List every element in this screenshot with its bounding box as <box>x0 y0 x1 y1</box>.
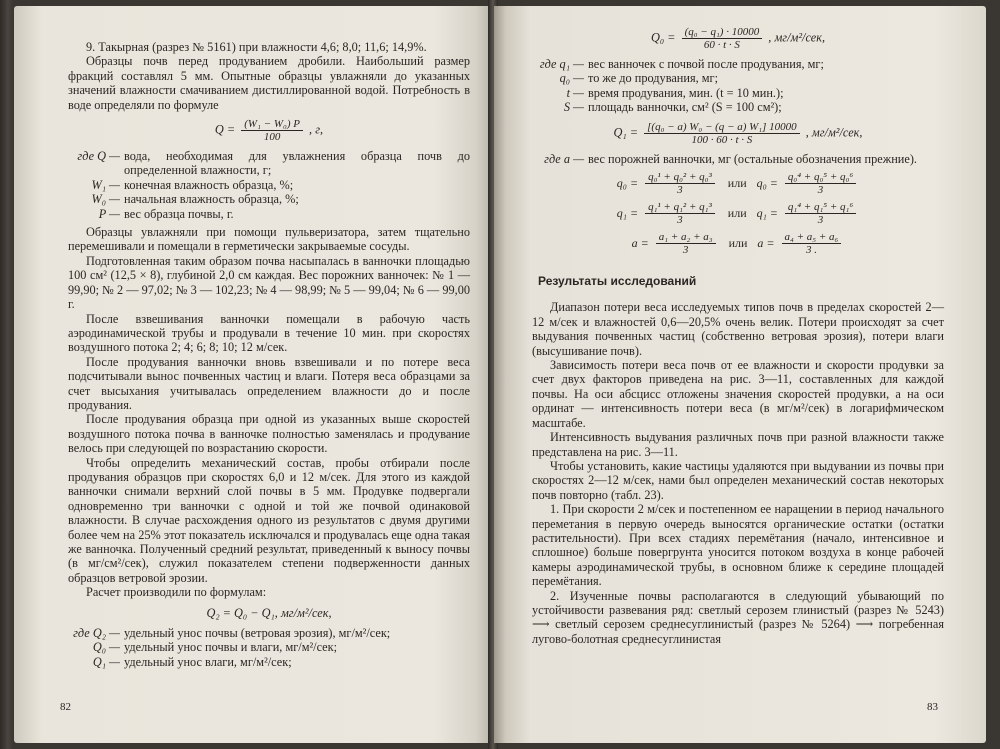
description: удельный унос почвы и влаги, мг/м²/сек; <box>124 640 338 655</box>
symbol: t — <box>566 85 584 100</box>
formula-q1 <box>532 121 944 146</box>
description: вес ванночек с почвой после продувания, мг; <box>588 57 824 71</box>
formula-q <box>68 118 470 143</box>
description: удельный унос почвы (ветровая эрозия), мг/м²/сек; <box>124 626 391 641</box>
or-word: или <box>727 176 747 191</box>
average-formula <box>532 231 944 256</box>
paragraph: Образцы почв перед продуванием дробили. Наибольший размер фракций составлял 5 мм. Опытные образцы увлажняли до указанных значений влажности смачиванием дистиллированной водой. Потребность в воде определяли по формуле <box>68 54 470 112</box>
formula-tail: , г, <box>309 122 324 137</box>
symbol: где Q — <box>77 149 120 164</box>
fraction <box>241 118 303 143</box>
description: вода, необходимая для увлажнения образца почв до определенной влажности, г; <box>124 149 470 178</box>
definition-row <box>68 207 470 221</box>
denominator: 3 <box>817 184 824 197</box>
formula-lhs: q₀ = <box>616 176 639 191</box>
definition-row <box>68 178 470 192</box>
definition-row <box>68 640 470 654</box>
formula-lhs: Q = <box>214 122 236 137</box>
description: начальная влажность образца, %; <box>124 192 299 207</box>
numerator: [(q₀ − a) W₀ − (q − a) W₁] 10000 <box>644 121 800 134</box>
symbol: q₀ — <box>559 71 584 86</box>
denominator: 100 <box>263 131 281 144</box>
description: вес образца почвы, г. <box>124 206 234 221</box>
definition-list <box>68 626 470 669</box>
numerator: q₁⁴ + q₁⁵ + q₁⁶ <box>785 201 856 214</box>
symbol: где a — <box>544 151 584 166</box>
paragraph: 1. При скорости 2 м/сек и постепенном ее наращении в период начального переметания в первую очередь выносятся органические остатки (остатки растительности). При всех стадиях перемётания (начало, интенсивное и сплошное) больше повергрунта уносится потоком воздуха в конце рабочей камеры аэродинамической трубы, в основном ближе к середине площадей перемётания. <box>532 502 944 589</box>
paragraph: Интенсивность выдувания различных почв при разной влажности также представлена на рис. 3—11. <box>532 430 944 459</box>
paragraph: Чтобы установить, какие частицы удаляются при выдувании из почвы при скоростях 2—12 м/сек, нами был определен механический состав некоторых почв повторно (табл. 23). <box>532 458 944 502</box>
symbol: W₁ — <box>91 177 120 192</box>
denominator: 3 <box>677 214 683 227</box>
definition-row <box>532 152 944 166</box>
paragraph: После продувания образца при одной из указанных выше скоростей воздушного потока почва в ванночке полностью заменялась и продувание велось при следующей по возрастанию скорости. <box>68 412 470 456</box>
formula-tail: , мг/м²/сек, <box>768 30 826 45</box>
denominator: 100 · 60 · t · S <box>691 133 753 146</box>
symbol: S — <box>563 100 584 115</box>
definition-row <box>532 71 944 85</box>
paragraph: После взвешивания ванночки помещали в рабочую часть аэродинамической трубы и продували в течение 10 мин. при скоростях воздушного потока 2; 4; 6; 8; 10; 12 м/сек. <box>68 311 470 355</box>
definition-row <box>68 149 470 178</box>
symbol: где Q₂ — <box>73 626 120 641</box>
average-formula <box>532 201 944 226</box>
fraction <box>785 171 856 196</box>
description: вес порожней ванночки, мг (остальные обозначения прежние). <box>588 151 918 166</box>
numerator: a₄ + a₅ + a₆ <box>782 231 842 244</box>
page-number: 83 <box>927 701 938 713</box>
numerator: q₀⁴ + q₀⁵ + q₀⁶ <box>785 171 856 184</box>
paragraph: Образцы увлажняли при помощи пульверизатора, затем тщательно перемешивали и помещали в герметически закрываемые сосуды. <box>68 225 470 254</box>
paragraph: Зависимость потери веса почв от ее влажности и скорости продувки за счет двух факторов приведена на рис. 3—11, составленных для каждой почвы. На оси абсцисс отложены значения скоростей продувки, а на оси ординат — интенсивность потери веса (в мг/м²/сек) в логарифмическом масштабе. <box>532 358 944 430</box>
paragraph: Подготовленная таким образом почва насыпалась в ванночки площадью 100 см² (12,5 × 8), глубиной 2,0 см каждая. Вес порожних ванночек: № 1 — 99,90; № 2 — 97,02; № 3 — 102,23; № 4 — 98,99; № 5 — 99,04; № 6 — 99,00 г. <box>68 253 470 312</box>
average-formula <box>532 171 944 196</box>
definition-row <box>532 100 944 114</box>
symbol: где q₁ — <box>539 57 584 71</box>
symbol: P — <box>98 206 120 221</box>
denominator: 3 <box>682 244 689 257</box>
paragraph: После продувания ванночки вновь взвешивали и по потере веса подсчитывали вынос почвенных частиц и влаги. Потеря веса образцами за счет высыхания учитывалась определением влажности до и после продувания. <box>68 354 470 412</box>
numerator: a₁ + a₂ + a₃ <box>656 231 716 244</box>
formula-q2: Q₂ = Q₀ − Q₁, мг/м²/сек, <box>206 605 332 620</box>
formula-lhs: q₁ = <box>616 206 639 221</box>
fraction <box>656 231 716 256</box>
symbol: Q₁ — <box>92 654 120 669</box>
paragraph: 2. Изученные почвы располагаются в следующий убывающий по устойчивости развевания ряд: светлый серозем глинистый (разрез № 5243) ⟶ светлый серозем среднесуглинистый (разрез № 5264) ⟶ погребенная лугово-болотная среднесуглинистая <box>532 588 944 646</box>
description: конечная влажность образца, %; <box>124 177 294 192</box>
description: площадь ванночки, см² (S = 100 см²); <box>588 100 782 115</box>
fraction <box>682 26 763 51</box>
right-page <box>494 6 986 743</box>
fraction <box>645 171 715 196</box>
description: удельный унос влаги, мг/м²/сек; <box>124 654 292 669</box>
definition-row <box>68 192 470 206</box>
symbol: Q₀ — <box>92 640 120 655</box>
left-text-block <box>68 40 470 673</box>
fraction <box>785 201 856 226</box>
fraction <box>644 121 800 146</box>
formula-lhs: q₁ = <box>756 206 778 221</box>
definition-row <box>532 86 944 100</box>
formula-lhs: a = <box>757 236 775 251</box>
symbol: W₀ — <box>91 192 120 207</box>
fraction <box>645 201 715 226</box>
or-word: или <box>728 236 748 251</box>
numerator: (q₀ − q₁) · 10000 <box>682 26 763 39</box>
denominator: 60 · t · S <box>703 39 740 51</box>
definition-list <box>532 57 944 115</box>
left-page <box>14 6 492 743</box>
formula-lhs: q₀ = <box>756 176 778 191</box>
paragraph: Диапазон потери веса исследуемых типов почв в пределах скоростей 2—12 м/сек и влажностей 0,6—20,5% очень велик. Потери происходят за счет выдувания почвенных частиц (собственно ветровая эрозия), потери влаги (высушивание почв). <box>532 300 944 358</box>
definition-row <box>532 57 944 71</box>
formula-q0 <box>532 26 944 51</box>
paragraph: Чтобы определить механический состав, пробы отбирали после продувания образцов при скоростях 6,0 и 12 м/сек. Для этого из каждой ванночки снимали верхний слой почвы в 5 мм. Продувке подвергали одновременно три ванночки с одной и той же почвой одинаковой влажности. В случае расхождения одного из результатов с двумя другими более чем на 25% этот показатель исключался и продувалась еще одна такая же ванночка. Полученный средний результат, приведенный к выносу почвы (в мг/см²/сек), служил показателем степени подверженности данных образцов ветровой эрозии. <box>68 455 470 585</box>
denominator: 3 . <box>805 244 817 257</box>
or-word: или <box>727 206 747 221</box>
definition-list <box>532 152 944 166</box>
formula-lhs: Q₀ = <box>650 30 676 45</box>
formula-tail: , мг/м²/сек, <box>805 124 863 139</box>
item-9: 9. Такырная (разрез № 5161) при влажности 4,6; 8,0; 11,6; 14,9%. <box>86 40 427 54</box>
fraction <box>782 231 842 256</box>
page-number: 82 <box>60 701 71 713</box>
section-title: Результаты исследований <box>538 274 697 289</box>
formula-lhs: Q₁ = <box>613 124 639 139</box>
denominator: 3 <box>817 214 824 227</box>
definition-list <box>68 149 470 221</box>
description: то же до продувания, мг; <box>588 71 719 86</box>
definition-row <box>68 626 470 640</box>
paragraph: Расчет производили по формулам: <box>86 585 267 600</box>
definition-row <box>68 655 470 669</box>
description: время продувания, мин. (t = 10 мин.); <box>588 85 784 100</box>
right-text-block <box>532 20 944 646</box>
formula-lhs: a = <box>631 236 649 251</box>
denominator: 3 <box>677 184 683 197</box>
numerator: q₁¹ + q₁² + q₁³ <box>645 201 715 214</box>
numerator: q₀¹ + q₀² + q₀³ <box>645 171 715 184</box>
numerator: (W₁ − W₀) P <box>241 118 303 131</box>
